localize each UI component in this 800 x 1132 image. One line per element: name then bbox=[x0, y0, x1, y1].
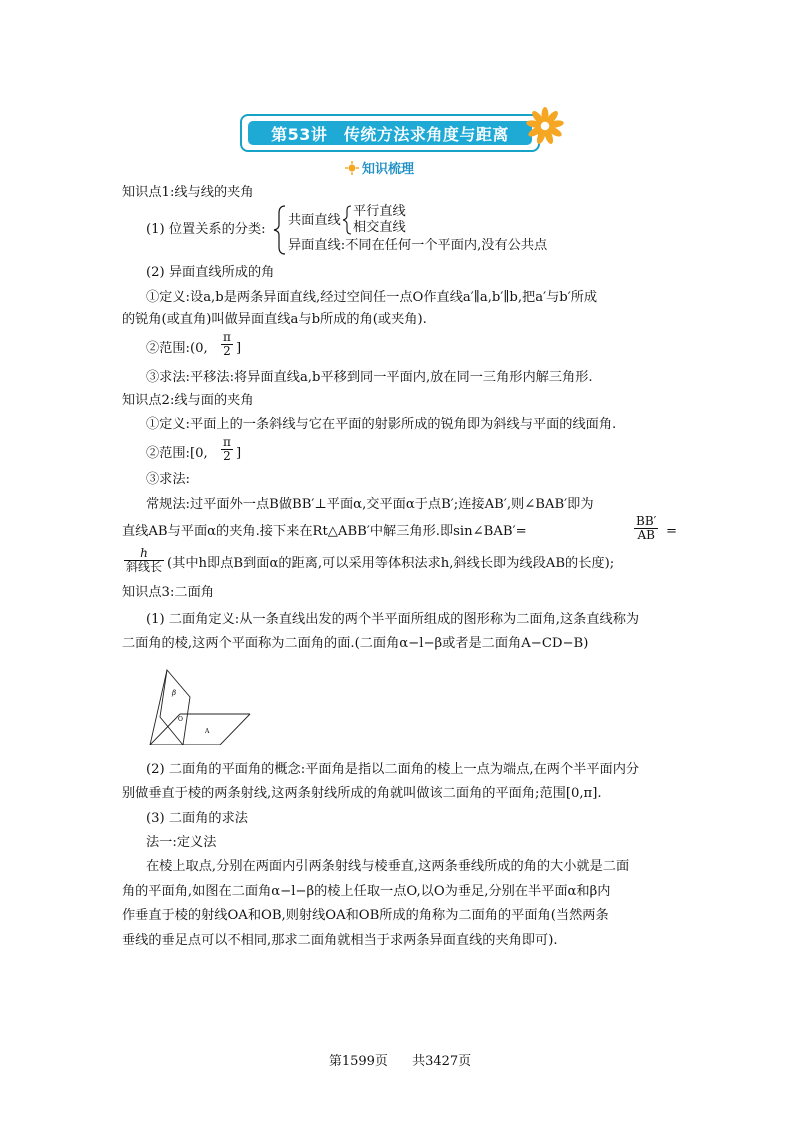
kp2-normal-b: 直线AB与平面α的夹角.接下来在Rt△ABB′中解三角形.即sin∠BAB′= bbox=[122, 524, 527, 539]
kp3-plane-a: (2) 二面角的平面角的概念:平面角是指以二面角的棱上一点为端点,在两个半平面内分 bbox=[146, 762, 640, 777]
section-subhead bbox=[345, 158, 414, 177]
figure-label-a: A bbox=[205, 728, 210, 735]
kp1-skew: 异面直线:不同在任何一个平面内,没有公共点 bbox=[288, 238, 548, 253]
kp3-m1-a: 在棱上取点,分别在两面内引两条射线与棱垂直,这两条垂线所成的角的大小就是二面 bbox=[146, 859, 630, 874]
kp1-def-b: 的锐角(或直角)叫做异面直线a与b所成的角(或夹角). bbox=[122, 312, 427, 327]
page-footer bbox=[0, 1050, 800, 1069]
title-banner bbox=[240, 114, 540, 152]
fraction-numerator: h bbox=[140, 546, 148, 560]
fraction-denominator: AB bbox=[637, 528, 655, 542]
kp3-heading: 知识点3:二面角 bbox=[122, 585, 214, 600]
kp1-range-label: ②范围:(0, bbox=[146, 341, 208, 356]
kp2-heading: 知识点2:线与面的夹角 bbox=[122, 393, 254, 408]
kp1-sub2: (2) 异面直线所成的角 bbox=[146, 265, 275, 280]
total-pages: 共3427页 bbox=[412, 1054, 472, 1069]
fraction-denominator: 斜线长 bbox=[126, 560, 163, 574]
kp1-method: ③求法:平移法:将异面直线a,b平移到同一平面内,放在同一三角形内解三角形. bbox=[146, 370, 593, 385]
kp1-def-a: ①定义:设a,b是两条异面直线,经过空间任一点O作直线a′∥a,b′∥b,把a′与b′所成 bbox=[146, 290, 598, 305]
kp2-def: ①定义:平面上的一条斜线与它在平面的射影所成的锐角即为斜线与平面的线面角. bbox=[146, 417, 617, 432]
kp3-m1-c: 作垂直于棱的射线OA和OB,则射线OA和OB所成的角称为二面角的平面角(当然两条 bbox=[122, 908, 609, 923]
kp2-range-fraction bbox=[221, 436, 233, 463]
kp3-method1: 法一:定义法 bbox=[146, 835, 217, 850]
fraction-denominator: 2 bbox=[223, 344, 231, 358]
kp3-m1-d: 垂线的垂足点可以不相同,那求二面角就相当于求两条异面直线的夹角即可). bbox=[122, 933, 558, 948]
small-brace bbox=[342, 205, 352, 235]
subhead-label: 知识梳理 bbox=[362, 162, 415, 177]
kp1-heading: 知识点1:线与线的夹角 bbox=[122, 185, 254, 200]
kp3-def-b: 二面角的棱,这两个平面称为二面角的面.(二面角α−l−β或者是二面角A−CD−B) bbox=[122, 636, 589, 651]
kp2-equals: = bbox=[666, 524, 678, 539]
kp2-range-end: ] bbox=[236, 446, 242, 461]
kp2-method: ③求法: bbox=[146, 472, 191, 487]
kp2-normal-c: (其中h即点B到面α的距离,可以采用等体积法求h,斜线长即为线段AB的长度); bbox=[167, 556, 615, 571]
kp3-plane-b: 别做垂直于棱的两条射线,这两条射线所成的角就叫做该二面角的平面角;范围[0,π]. bbox=[122, 786, 602, 801]
fraction-numerator: π bbox=[223, 330, 231, 344]
kp2-sin-fraction bbox=[634, 515, 658, 542]
kp3-def-a: (1) 二面角定义:从一条直线出发的两个半平面所组成的图形称为二面角,这条直线称为 bbox=[146, 612, 640, 627]
fraction-numerator: BB′ bbox=[636, 514, 657, 528]
kp1-class-label: (1) 位置关系的分类: bbox=[146, 222, 266, 237]
kp1-range-fraction bbox=[221, 331, 233, 358]
big-brace bbox=[273, 205, 287, 255]
kp1-range-end: ] bbox=[236, 341, 242, 356]
page-title: 第53讲 传统方法求角度与距离 bbox=[271, 124, 509, 144]
kp3-sub3: (3) 二面角的求法 bbox=[146, 811, 248, 826]
dihedral-angle-figure bbox=[145, 665, 255, 745]
fraction-denominator: 2 bbox=[223, 449, 231, 463]
flower-icon bbox=[525, 106, 565, 146]
kp1-parallel: 平行直线 bbox=[353, 204, 406, 219]
sun-icon bbox=[345, 161, 359, 175]
fraction-numerator: π bbox=[223, 435, 231, 449]
kp1-intersect: 相交直线 bbox=[353, 220, 406, 235]
kp2-normal-a: 常规法:过平面外一点B做BB′⊥平面α,交平面α于点B′;连接AB′,则∠BAB′即为 bbox=[146, 497, 594, 512]
kp2-h-fraction bbox=[124, 547, 164, 574]
figure-label-beta: β bbox=[172, 689, 177, 697]
kp1-coplanar: 共面直线 bbox=[288, 213, 341, 228]
kp3-m1-b: 角的平面角,如图在二面角α−l−β的棱上任取一点O,以O为垂足,分别在半平面α和β内 bbox=[122, 884, 611, 899]
figure-label-o: O bbox=[178, 716, 183, 723]
kp2-range-label: ②范围:[0, bbox=[146, 446, 208, 461]
page-number: 第1599页 bbox=[328, 1054, 388, 1069]
